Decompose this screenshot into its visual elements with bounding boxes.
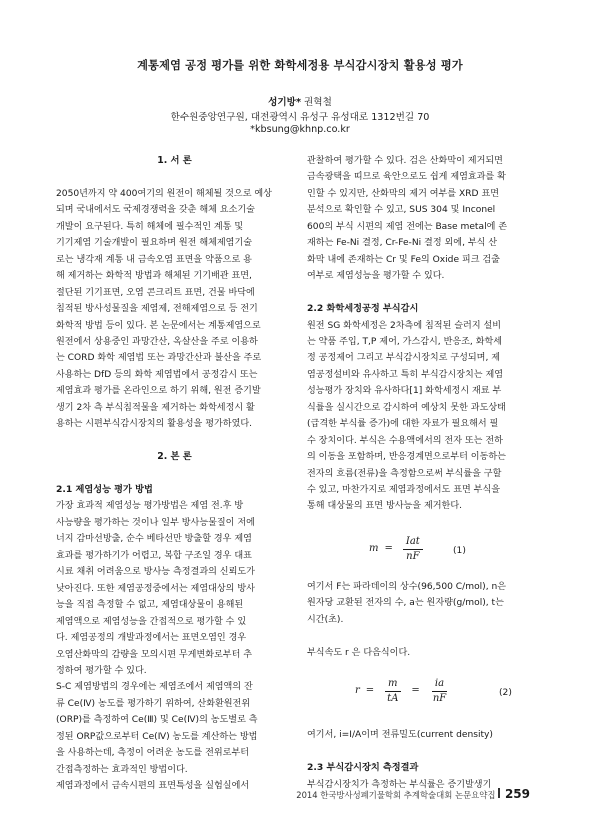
subsection-2-2-paragraph xyxy=(307,318,544,515)
text-line: 제염액으로 제염성능을 간접적으로 평가할 수 있 xyxy=(56,616,247,627)
text-line: (급격한 부식률 증가)에 대한 자료가 필요해서 필 xyxy=(307,419,499,430)
subsection-heading-2-1: 2.1 제염성능 평가 방법 xyxy=(56,483,153,495)
text-line: 낮아진다. 또한 제염공정중에서는 제염대상의 방사 xyxy=(56,583,255,594)
text-line: 제염효과 평가를 온라인으로 하기 위해, 원전 증기발 xyxy=(56,386,261,397)
text-line: 정하여 평가할 수 있다. xyxy=(56,665,147,676)
text-line: 금속광택을 띠므로 육안으로도 쉽게 제염효과를 확 xyxy=(307,172,506,183)
equation-1-numerator: Iat xyxy=(403,535,423,550)
text-line: 수 있고, 마찬가지로 제염과정에서도 표면 부식을 xyxy=(307,485,501,496)
continued-paragraph xyxy=(307,153,544,285)
text-line: 기기제염 기술개발이 필요하며 원전 해체제염기술 xyxy=(56,238,253,249)
text-line: 생기 2차 측 부식침적물을 제거하는 화학세정시 활 xyxy=(56,402,255,413)
equation-1: m = $\frac{\text{Iat}}{nF}$ (1) xyxy=(369,535,466,562)
equation-1-denominator: nF xyxy=(406,550,420,562)
text-line: 개발이 요구된다. 특히 해체에 필수적인 계통 및 xyxy=(56,221,244,232)
right-column xyxy=(307,153,544,793)
affiliation: 한수원중앙연구원, 대전광역시 유성구 유성대로 1312번길 70 xyxy=(170,112,430,123)
equation-2-denominator-1: tA xyxy=(387,693,399,705)
text-line: 성능평가 장치와 유사하다[1] 화학세정시 재료 부 xyxy=(307,386,502,397)
text-line: 는 약품 주입, T,P 제어, 가스감시, 반응조, 화학세 xyxy=(307,336,503,347)
text-line: 제염과정에서 금속시편의 표면특성을 실험실에서 xyxy=(56,781,250,792)
text-line: 정 공정제어 그리고 부식감시장치로 구성되며, 제 xyxy=(307,353,501,364)
text-line: 는 CORD 화학 제염법 또는 과망간산과 불산을 주로 xyxy=(56,353,262,364)
text-line: 다. 제염공정의 개발과정에서는 표면오염인 경우 xyxy=(56,633,247,644)
section-heading-introduction: 1. 서 론 xyxy=(157,155,192,166)
text-line: 너지 감마선방출, 순수 베타선만 방출할 경우 제염 xyxy=(56,534,252,545)
text-line: 절단된 기기표면, 오염 콘크리트 표면, 건물 바닥에 xyxy=(56,287,255,298)
text-line: 오염산화막의 감량을 모의시편 무게변화로부터 추 xyxy=(56,649,253,660)
text-line: 전자의 흐름(전류)을 측정함으로써 부식률을 구할 xyxy=(307,468,502,479)
text-line: 간접측정하는 효과적인 방법이다. xyxy=(56,764,188,775)
footer-divider xyxy=(498,788,500,798)
text-line: 2050년까지 약 400여기의 원전이 해체될 것으로 예상 xyxy=(56,188,272,199)
text-line: 여부로 제염성능을 평가할 수 있다. xyxy=(307,271,445,282)
footer-proceedings-title: 2014 한국방사성폐기물학회 추계학술대회 논문요약집 xyxy=(296,790,496,800)
text-line: (ORP)를 측정하여 Ce(Ⅲ) 및 Ce(Ⅳ)의 농도별로 측 xyxy=(56,715,258,726)
text-line: 600의 부식 시편의 제염 전에는 Base metal에 존 xyxy=(307,221,508,232)
page-number: 259 xyxy=(504,787,530,801)
text-line: 여기서 F는 파라데이의 상수(96,500 C/mol), n은 xyxy=(307,581,507,592)
text-line: 분석으로 확인할 수 있고, SUS 304 및 Inconel xyxy=(307,205,496,216)
page-footer xyxy=(296,787,530,801)
text-line: 염공정설비와 유사하고 특히 부식감시장치는 제염 xyxy=(307,369,504,380)
text-line: 가장 효과적 제염성능 평가방법은 제염 전.후 방 xyxy=(56,501,244,512)
equation-2-denominator-2: nF xyxy=(432,693,447,705)
text-line: 되며 국내에서도 국제경쟁력을 갖춘 해체 요소기술 xyxy=(56,205,255,216)
text-line: 정된 ORP값으로부터 Ce(Ⅳ) 농도를 계산하는 방법 xyxy=(56,731,258,742)
text-line: 통해 대상물의 표면 방사능을 제거한다. xyxy=(307,501,463,512)
author-line xyxy=(40,94,560,108)
paper-title: 계통제염 공정 평가를 위한 화학세정용 부식감시장치 활용성 평가 xyxy=(137,59,463,72)
text-line: 수 장치이다. 부식은 수용액에서의 전자 또는 전하 xyxy=(307,435,503,446)
text-line: 류 Ce(Ⅳ) 농도를 평가하기 위하여, 산화환원전위 xyxy=(56,698,251,709)
section-heading-body: 2. 본 론 xyxy=(157,451,192,463)
subsection-heading-2-3: 2.3 부식감시장치 측정결과 xyxy=(307,762,419,774)
text-line: 해 제거하는 화학적 방법과 해체된 기기배관 표면, xyxy=(56,271,252,282)
text-line: 능을 직접 측정할 수 없고, 제염대상물이 용해된 xyxy=(56,600,244,611)
author-email: *kbsung@khnp.co.kr xyxy=(250,124,350,135)
text-line: 침적된 방사성물질을 제염제, 전해제염으로 등 전기 xyxy=(56,304,258,315)
text-line: 시료 채취 어려움으로 방사능 측정결과의 신뢰도가 xyxy=(56,567,255,578)
rate-intro-line: 부식속도 r 은 다음식이다. xyxy=(307,647,411,658)
text-line: 로는 냉각재 계통 내 금속오염 표면을 약품으로 용 xyxy=(56,254,252,265)
text-line: 을 사용하는데, 측정이 어려운 농도를 전위로부터 xyxy=(56,748,250,759)
subsection-2-1-paragraph xyxy=(56,498,293,794)
equation-1-variables xyxy=(307,579,544,628)
equation-2-number: (2) xyxy=(499,688,512,699)
current-density-line: 여기서, i=I/A이며 전류밀도(current density) xyxy=(307,730,493,741)
text-line: 재하는 Fe-Ni 결정, Cr-Fe-Ni 결정 외에, 부식 산 xyxy=(307,238,498,249)
text-line: 용하는 시편부식감시장치의 활용성을 평가하였다. xyxy=(56,419,253,430)
text-line: 시간(초). xyxy=(307,614,344,625)
text-line: 사용하는 DfD 등의 화학 제염법에서 공정감시 또는 xyxy=(56,369,258,380)
text-line: 식률을 실시간으로 감시하여 예상치 못한 과도상태 xyxy=(307,402,506,413)
equation-1-lhs: m xyxy=(369,543,379,555)
equation-2-numerator-1: m xyxy=(385,677,400,692)
text-line: 효과를 평가하기가 어렵고, 복합 구조일 경우 대표 xyxy=(56,550,252,561)
text-line: 인할 수 있지만, 산화막의 제거 여부를 XRD 표면 xyxy=(307,188,500,199)
author-secondary: 권혁철 xyxy=(304,97,332,108)
text-line: 원전에서 상용중인 과망간산, 옥살산을 주로 이용하 xyxy=(56,336,258,347)
left-column xyxy=(56,153,293,795)
introduction-paragraph xyxy=(56,186,293,433)
author-primary: 성기방* xyxy=(268,97,301,108)
equation-2: r = $\frac{m}{tA}$ = $\frac{ia}{nF}$ (2) xyxy=(355,678,512,705)
text-line: 사능량을 평가하는 것이나 일부 방사능물질이 저에 xyxy=(56,517,255,528)
equation-2-numerator-2: ia xyxy=(432,677,447,692)
text-line: 원자당 교환된 전자의 수, a는 원자량(g/mol), t는 xyxy=(307,598,504,609)
text-line: 화학적 방법 등이 있다. 본 논문에서는 계통제염으로 xyxy=(56,320,261,331)
subsection-2-3-first-line: 부식감시장치가 측정하는 부식률은 증기발생기 xyxy=(307,779,492,790)
equation-1-number: (1) xyxy=(453,545,466,556)
text-line: S-C 제염방법의 경우에는 제염조에서 제염액의 잔 xyxy=(56,682,253,693)
text-line: 관찰하여 평가할 수 있다. 검은 산화막이 제거되면 xyxy=(307,156,503,166)
text-line: 원전 SG 화학세정은 2차측에 침적된 슬러지 설비 xyxy=(307,320,502,331)
subsection-heading-2-2: 2.2 화학세정공정 부식감시 xyxy=(307,303,419,315)
equation-2-lhs: r xyxy=(355,685,360,697)
text-line: 화막 내에 존재하는 Cr 및 Fe의 Oxide 피크 검출 xyxy=(307,254,500,265)
text-line: 의 이동을 포함하며, 반응경계면으로부터 이동하는 xyxy=(307,452,506,463)
